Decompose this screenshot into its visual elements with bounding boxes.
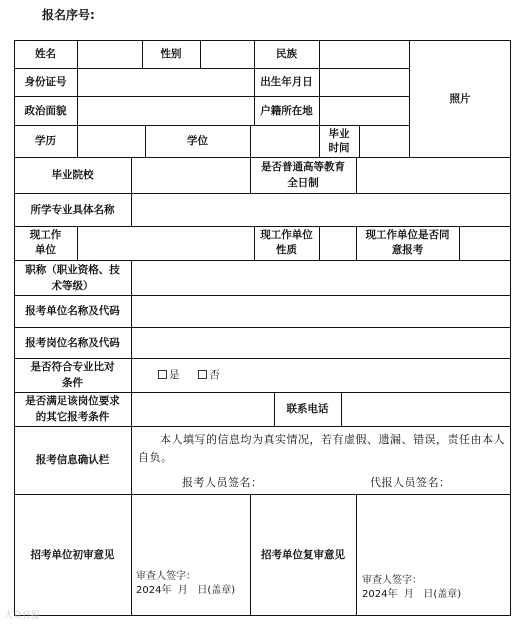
degree-label: 学位 (187, 135, 208, 147)
rule-r14-a (131, 494, 132, 615)
unit-nature-line1: 现工作单位 (260, 229, 313, 241)
gender-label: 性别 (160, 48, 182, 60)
other-requirements-field[interactable] (132, 393, 273, 426)
major-match-options (158, 367, 220, 383)
unit-nature-label (254, 226, 319, 260)
apply-unit-label: 报考单位名称及代码 (25, 305, 120, 317)
second-review-label: 招考单位复审意见 (261, 548, 345, 561)
unit-agree-field[interactable] (460, 227, 509, 260)
gender-field[interactable] (201, 41, 253, 68)
first-reviewer-signature: 审查人签字： (136, 571, 196, 582)
yes-checkbox[interactable] (158, 370, 167, 379)
major-match-label (14, 358, 131, 392)
name-field[interactable] (78, 41, 141, 68)
confirmation-label: 报考信息确认栏 (35, 454, 110, 466)
professional-title-line1: 职称（职业资格、技 (25, 263, 120, 276)
other-requirements-line2: 的其它报考条件 (35, 411, 110, 423)
unit-agree-label (356, 226, 459, 260)
id-number-field[interactable] (78, 69, 253, 96)
fulltime-line1: 是否普通高等教育 (261, 161, 345, 173)
no-checkbox[interactable] (198, 370, 207, 379)
work-unit-line2: 单位 (35, 244, 56, 256)
first-review-label: 招考单位初审意见 (30, 548, 115, 561)
other-requirements-label (14, 392, 131, 426)
graduation-time-field[interactable] (360, 126, 408, 157)
ethnicity-field[interactable] (320, 41, 408, 68)
apply-unit-field[interactable] (132, 296, 509, 327)
birth-date-label: 出生年月日 (260, 76, 313, 88)
unit-nature-line2: 性质 (276, 244, 297, 256)
ethnicity-label: 民族 (276, 48, 297, 60)
apply-post-field[interactable] (132, 328, 509, 358)
school-label: 毕业院校 (51, 169, 94, 181)
work-unit-label (14, 226, 77, 260)
education-label: 学历 (35, 135, 56, 147)
applicant-signature: 报考人员签名： (182, 476, 263, 489)
rule-right (510, 40, 511, 616)
household-label: 户籍所在地 (260, 104, 313, 117)
no-option-label: 否 (209, 369, 220, 381)
education-field[interactable] (78, 126, 144, 157)
major-match-line2: 条件 (62, 377, 83, 389)
name-label: 姓名 (35, 48, 56, 60)
work-unit-field[interactable] (78, 227, 253, 260)
second-review-date: 2024年 月 日(盖章) (362, 589, 462, 600)
professional-title-field[interactable] (132, 261, 509, 295)
school-field[interactable] (132, 158, 249, 193)
unit-agree-line2: 意报考 (391, 244, 424, 256)
phone-label: 联系电话 (286, 403, 329, 415)
major-label: 所学专业具体名称 (30, 203, 115, 216)
apply-post-label: 报考岗位名称及代码 (25, 336, 120, 349)
fulltime-line2: 全日制 (287, 177, 319, 189)
fulltime-label (250, 157, 356, 193)
graduation-time-label (319, 125, 359, 157)
major-match-line1: 是否符合专业比对 (30, 361, 115, 373)
serial-number-label: 报名序号: (42, 8, 95, 22)
household-field[interactable] (320, 97, 408, 125)
application-form-table (14, 40, 511, 616)
proxy-signature: 代报人员签名： (370, 476, 451, 489)
politics-label: 政治面貌 (24, 104, 67, 117)
politics-field[interactable] (78, 97, 253, 125)
graduation-time-line1: 毕业 (328, 128, 350, 140)
id-number-label: 身份证号 (24, 76, 67, 88)
rule-bottom (14, 615, 511, 616)
degree-field[interactable] (251, 126, 318, 157)
professional-title-line2: 术等级） (51, 279, 94, 292)
declaration-text: 本人填写的信息均为真实情况，若有虚假、遗漏、错误，责任由本人自负。 (138, 433, 505, 464)
rule-r14-c (356, 494, 357, 615)
first-review-date: 2024年 月 日(盖章) (136, 585, 236, 596)
photo-box[interactable]: 照片 (449, 92, 471, 105)
watermark-text: 大众日报 (4, 611, 41, 621)
phone-field[interactable] (342, 393, 509, 426)
graduation-time-line2: 时间 (328, 142, 350, 154)
birth-date-field[interactable] (320, 69, 408, 96)
unit-agree-line1: 现工作单位是否同 (365, 229, 450, 241)
fulltime-field[interactable] (357, 158, 509, 193)
other-requirements-line1: 是否满足该岗位要求 (25, 395, 120, 407)
work-unit-line1: 现工作 (29, 229, 62, 241)
yes-option-label: 是 (169, 369, 180, 381)
major-field[interactable] (132, 194, 509, 226)
professional-title-label (14, 260, 131, 295)
second-reviewer-signature: 审查人签字： (362, 575, 422, 586)
unit-nature-field[interactable] (320, 227, 355, 260)
